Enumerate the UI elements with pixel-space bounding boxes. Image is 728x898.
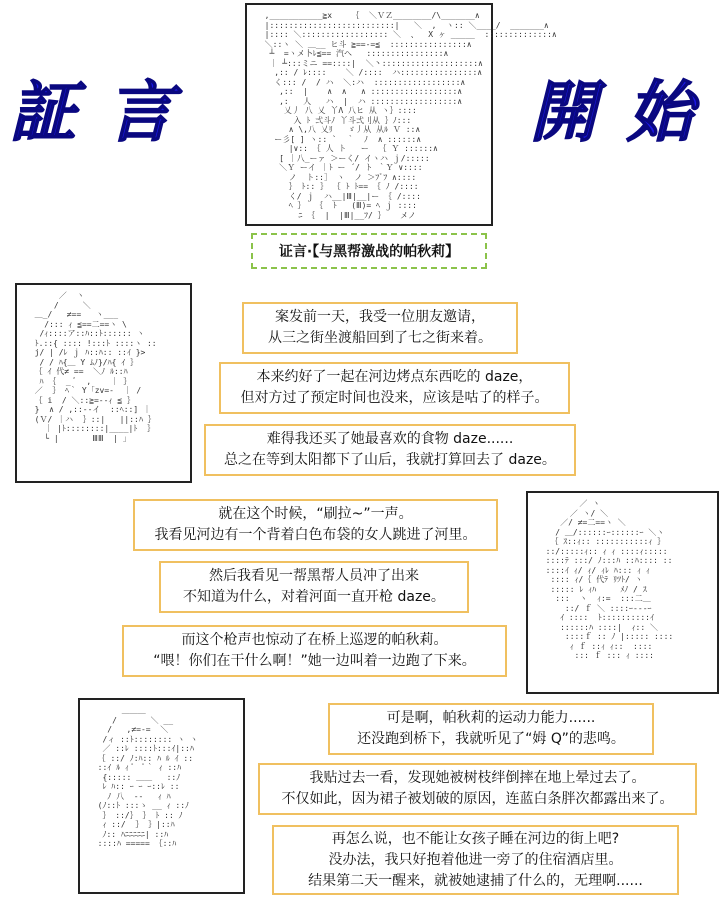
testimony-line: 再怎么说，也不能让女孩子睡在河边的街上吧? xyxy=(331,830,620,847)
testimony-line: 总之在等到太阳都下了山后，我就打算回去了 daze。 xyxy=(224,452,556,468)
testimony-line: 我看见河边有一个背着白色布袋的女人跳进了河里。 xyxy=(154,527,477,543)
testimony-line: 但对方过了预定时间也没来，应该是咕了的样子。 xyxy=(240,390,549,406)
art-frame-mid-left xyxy=(15,283,192,483)
testimony-caption: 证言·【与黑帮激战的帕秋莉】 xyxy=(251,233,487,269)
testimony-line: 案发前一天，我受一位朋友邀请， xyxy=(275,309,485,325)
testimony-line: 本来约好了一起在河边烤点东西吃的 daze， xyxy=(256,369,533,385)
testimony-line: “喂！你们在干什么啊！”她一边叫着一边跑了下来。 xyxy=(153,653,476,669)
testimony-line: 没办法，我只好抱着他进一旁了的住宿酒店里。 xyxy=(328,851,623,868)
testimony-line: 不知道为什么，对着河面一直开枪 daze。 xyxy=(183,589,445,605)
testimony-line: 然后我看见一帮黑帮人员冲了出来 xyxy=(209,568,419,584)
testimony-line: 从三之街坐渡船回到了七之街来着。 xyxy=(268,330,492,346)
testimony-line: 而这个枪声也惊动了在桥上巡逻的帕秋莉。 xyxy=(181,632,448,648)
testimony-line: 可是啊，帕秋莉的运动力能力...... xyxy=(386,710,596,726)
testimony-box-7 xyxy=(328,703,654,755)
ascii-art-mid-left: ／ ヽ / ＼ ＿_/ ≠== ヽ___ /::: ｨ ≦==二==ヽ \ /ｨ::::ア::ﾊ::ﾄ:::::: ヽ ﾄ.::{ :::: !:::ﾄ ::::ヽ :: j/ | /ﾚ ｊ ﾊ::ﾊ:: ::ｲ }> / / ﾊ{＿ Y ﾑﾉ}/ﾊ{ ｲ ｝ ｛ ｲ 代≠ == ＼ﾉ ﾙ::ﾊ ﾊ ｛ _ ﾞ , ｜ ｝ ／ ｝ ﾍ｀ Y「zv=- ｜ / ｛ i / ＼::≧=--ｨ ≦ ｝ } ∧ / ,::--イ ::ﾍ::] ｜ (Ｖ/ ｜ハ ｝::| ||::ﾊ ｝ ｜ |ﾄ::::::::|____|ﾄ ｝ └ | ⅢⅢ | ｣ xyxy=(34,291,157,443)
testimony-line: 就在这个时候，“刷拉~”一声。 xyxy=(218,506,413,522)
testimony-line: 结果第二天一醒来，就被她逮捕了什么的，无理啊...... xyxy=(308,872,643,889)
testimony-box-6 xyxy=(122,625,507,677)
testimony-line: 还没跑到桥下，我就听见了“姆 Q”的悲鸣。 xyxy=(357,731,625,747)
ascii-art-top: ,___________≧x ｛ ＼ＶＺ________/\_______∧ |::::::::::::::::::::::::::| ＼ , ヽ:: ＼____/ _______∧ |:::: ＼:::::::::::::::::: ＼ 、 X ヶ _____ ::::::::::::::∧ ＼::ヽ ＼ ＿__ ヒ斗 ≧==-=≦ ::::::::::::::::∧ ┴ =ヽメ卜ﾚ≦== 汽ヘ ::::::::::::::::∧ ｜ ┴:::ミニ ==::::| ＼丶::::::::::::::::::::∧ ,:: / ﾚ:::: ＼ /:::: ハ::::::::::::::::∧ く::: / / ハ ＼:ハ ::::::::::::::::::∧ ,:: | ∧ ∧ ∧ ::::::::::::::::::∧ ,: 人 ハ | ハ ::::::::::::::::::∧ 乂丿 八 乂 丫Λ 八ヒ 从 ヽ｝:::: 入 ﾄ 弍斗ﾉ 丫斗弍刂从 ｝ﾉ::: ∧ \,八 乂ﾘ ゞ丿从 从ﾙ Ｖ ::∧ ー彡[ ] ヽ:: ` ｀ ﾉ ∧ ::::::∧ |∨:: ｛ 人 ト ー ｛ Ｙ ::::::∧ [ ｜八_ーァ ＞ーく/ イヽハ ｊ/::::: ＼Ｙ ーイ ｜ﾄ ー ´/ ト ｀Ｙ ∨:::: ノ ト::］ ヽ ノ ＞ﾌﾞﾌ ∧:::: ｝ ﾄ:: ｝ ｛ ﾄ ﾄ== ｛ ﾉ /:::: く/ ｊ ハ__|Ⅲ|__|ー ｛ /:::: ﾍ ｝ ｛ ﾄ (Ⅲ)= ﾍ ｊ :::: ﾆ ｛ | |Ⅲ|__ﾌ/ ｝ メノ xyxy=(264,11,557,220)
art-frame-top xyxy=(245,3,557,226)
ascii-art-mid-right: ／ ヽ ／ ヽ/ ＼ ／/ ≠=二==ヽ ＼ / ＿/::::::ｰ::::::ｰ ＼ヽ ｛ ｽ::ｨ:: :::::::::::ｨ ｝ ::/:::::ｨ:: ｨ ｨ ::::ｨ::::: ::::ﾃ :::/ ﾉ:::ﾊ ::ﾊ:::: :: ::::ｲ ｨ/ ｨ/ ｨﾚ ﾊ::: ｨ ｨ :::: ｨ/｛ 代ﾃ ﾘﾂﾄ/ ヽ ::::: ﾚ ｨﾊ ﾒﾉ / ｽ ::: ヽ ｨ:= :::二＿ ::/ ｆ ＼ ::::ｰ---ｰ ｲ :::: ﾄ::::::::::ｲ ::::::ﾊ ::::| ｨ:: ＼ ::::ｆ :: ﾉ |::::: :::: ｨ ｆ ::ｨ ｨ:: :::: ::: ｆ ::: ｨ :::: xyxy=(545,499,674,660)
testimony-line: 不仅如此，因为裙子被划破的原因，连蓝白条胖次都露出来了。 xyxy=(281,791,674,807)
art-frame-bottom-left xyxy=(78,698,245,894)
testimony-box-1 xyxy=(242,302,518,354)
testimony-box-3 xyxy=(204,424,576,476)
testimony-line: 我贴过去一看，发现她被树枝绊倒摔在地上晕过去了。 xyxy=(309,770,646,786)
title-left: 証 言 xyxy=(10,74,177,151)
testimony-box-8 xyxy=(258,763,697,815)
ascii-art-bottom-left: ＿＿＿ / ＼ __ / ,≠=-= ＼ /ィ ::ﾄ:::::::: ヽ ヽ ／ ::ﾚ ::::ﾄ:::ｲ|::ﾊ ｛ ::/ ﾉ:ﾊ:: ﾊ ﾙ ｲ :: ::ｲ ﾙ ｨ ﾟ ﾟ｀ ｨ ::ﾊ {::::: ＿＿ ::ﾉ ﾚ ﾊ:: ｰ ｰ ｰ::ﾚ :: ﾉ 八 ‐‐ ｨ ﾊ (ﾉ::ﾄ :::ゝ __ ｨ ::ﾉ ｝ ::/｝ ｝ ﾄ :: ﾉ ｨ ::/ ｝ ｝|::ﾊ ﾉ:: ﾊﾆﾆﾆﾆﾆ| ::ﾊ ::::ﾊ ===== ｛::ﾊ xyxy=(97,706,198,848)
testimony-box-5 xyxy=(159,561,469,613)
testimony-line: 难得我还买了她最喜欢的食物 daze...... xyxy=(266,431,514,447)
testimony-box-2 xyxy=(219,362,570,414)
title-right: 開 始 xyxy=(530,74,697,151)
art-frame-mid-right xyxy=(526,491,719,694)
testimony-box-4 xyxy=(133,499,498,551)
testimony-box-9 xyxy=(272,825,679,895)
